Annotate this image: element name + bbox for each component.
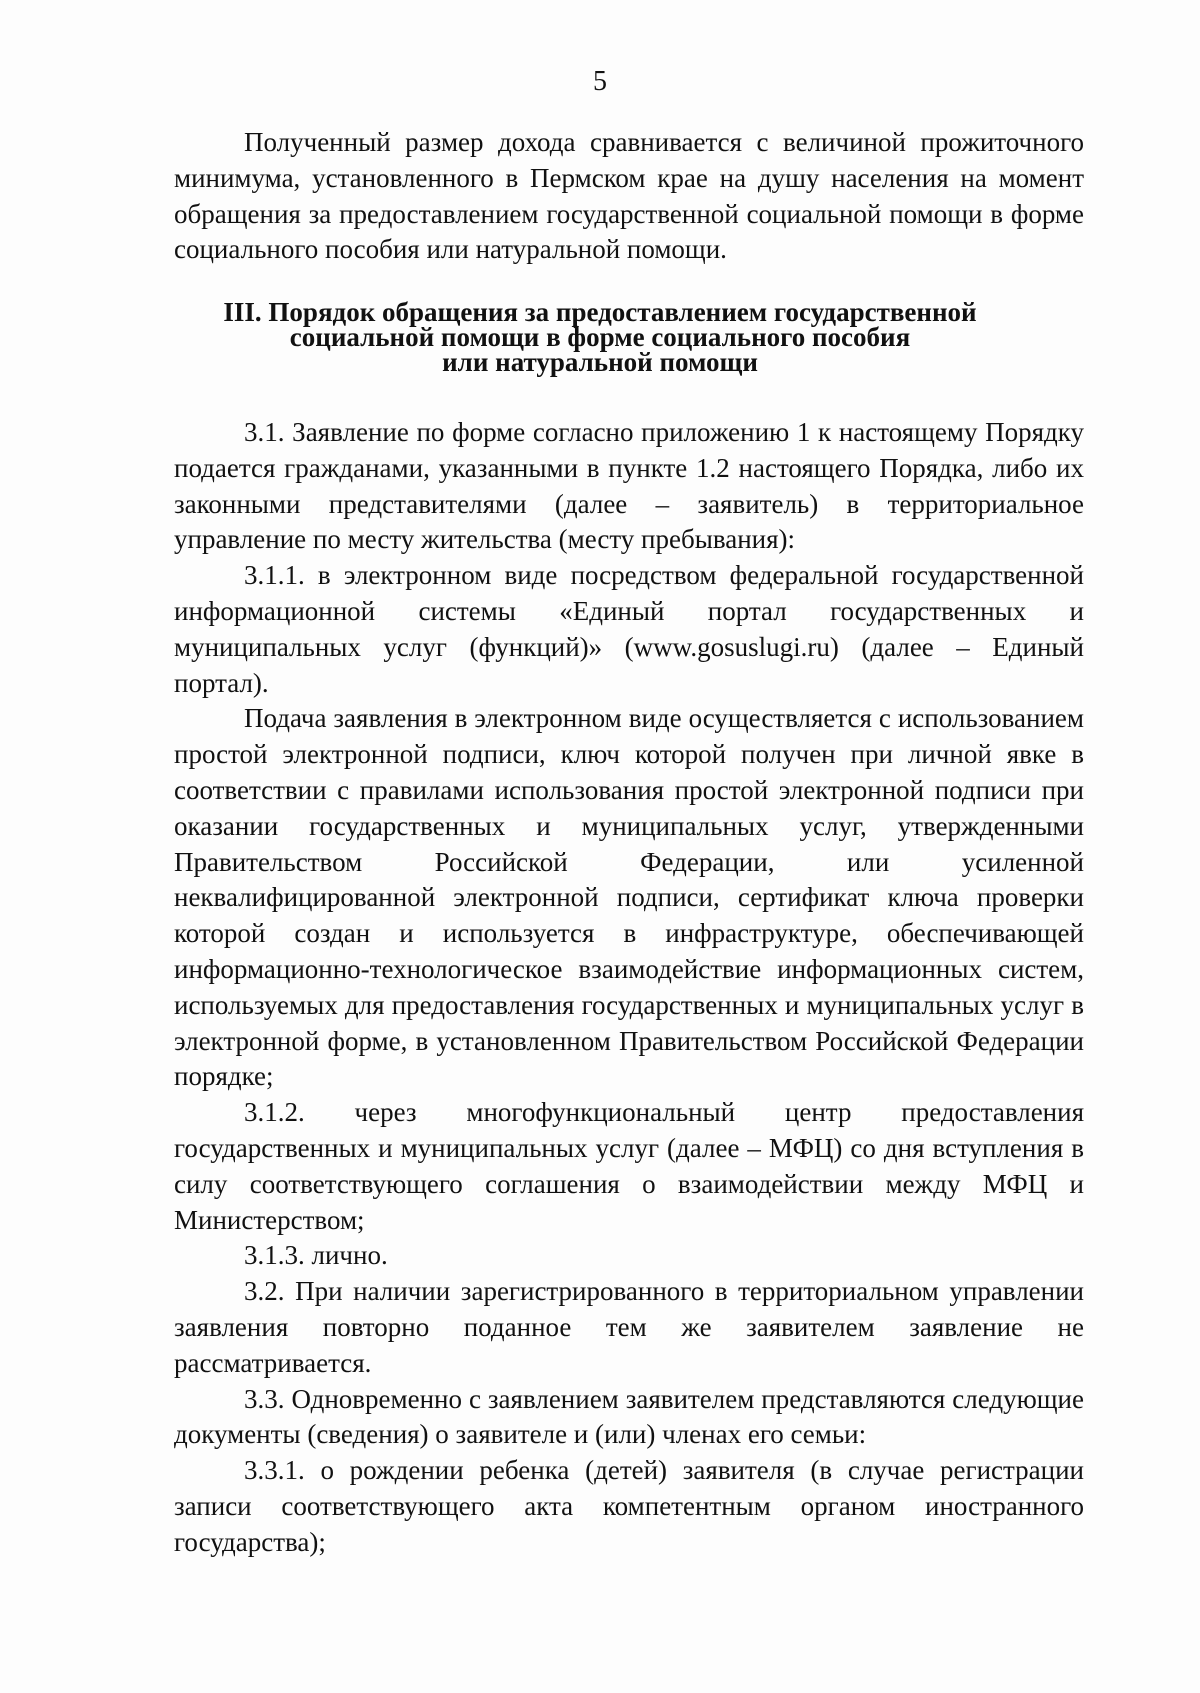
paragraph-3-2: 3.2. При наличии зарегистрированного в территориальном управлении заявления повторно поданное тем же заявителем заявление не рассматривается. xyxy=(174,1276,1084,1378)
intro-block xyxy=(174,125,1084,268)
paragraph-3-1: 3.1. Заявление по форме согласно приложению 1 к настоящему Порядку подается гражданами, указанными в пункте 1.2 настоящего Порядка, либо их законными представителями (далее – заявитель) в территориальное управление по месту жительства (месту пребывания): xyxy=(174,417,1084,555)
paragraph-electronic-signature: Подача заявления в электронном виде осуществляется с использованием простой электронной подписи, ключ которой получен при личной явке в соответствии с правилами использования простой электронной подписи при оказании государственных и муниципальных услуг, утвержденными Правительством Российской Федерации, или усиленной неквалифицированной электронной подписи, сертификат ключа проверки которой создан и используется в инфраструктуре, обеспечивающей информационно-технологическое взаимодействие информационных систем, используемых для предоставления государственных и муниципальных услуг в электронной форме, в установленном Правительством Российской Федерации порядке; xyxy=(174,703,1084,1092)
intro-paragraph: Полученный размер дохода сравнивается с величиной прожиточного минимума, установленного в Пермском крае на душу населения на момент обращения за предоставлением государственной социальной помощи в форме социального пособия или натуральной помощи. xyxy=(174,127,1084,265)
section-title-line-2: социальной помощи в форме социального пособия xyxy=(289,322,911,352)
paragraph-3-1-2: 3.1.2. через многофункциональный центр предоставления государственных и муниципальных услуг (далее – МФЦ) со дня вступления в силу соответствующего соглашения о взаимодействии между МФЦ и Министерством; xyxy=(174,1097,1084,1235)
paragraph-3-1-3: 3.1.3. лично. xyxy=(244,1240,388,1271)
section-body xyxy=(174,415,1084,1561)
section-title-line-1: III. Порядок обращения за предоставлением государственной xyxy=(223,297,977,327)
section-heading xyxy=(0,297,1200,377)
paragraph-3-3-1: 3.3.1. о рождении ребенка (детей) заявителя (в случае регистрации записи соответствующего акта компетентным органом иностранного государства); xyxy=(174,1455,1084,1557)
paragraph-3-1-1: 3.1.1. в электронном виде посредством федеральной государственной информационной системы «Единый портал государственных и муниципальных услуг (функций)» (www.gosuslugi.ru) (далее – Единый портал). xyxy=(174,560,1084,698)
page-number: 5 xyxy=(593,66,607,97)
section-title-line-3: или натуральной помощи xyxy=(442,347,758,377)
paragraph-3-3: 3.3. Одновременно с заявлением заявителем представляются следующие документы (сведения) о заявителе и (или) членах его семьи: xyxy=(174,1383,1084,1450)
